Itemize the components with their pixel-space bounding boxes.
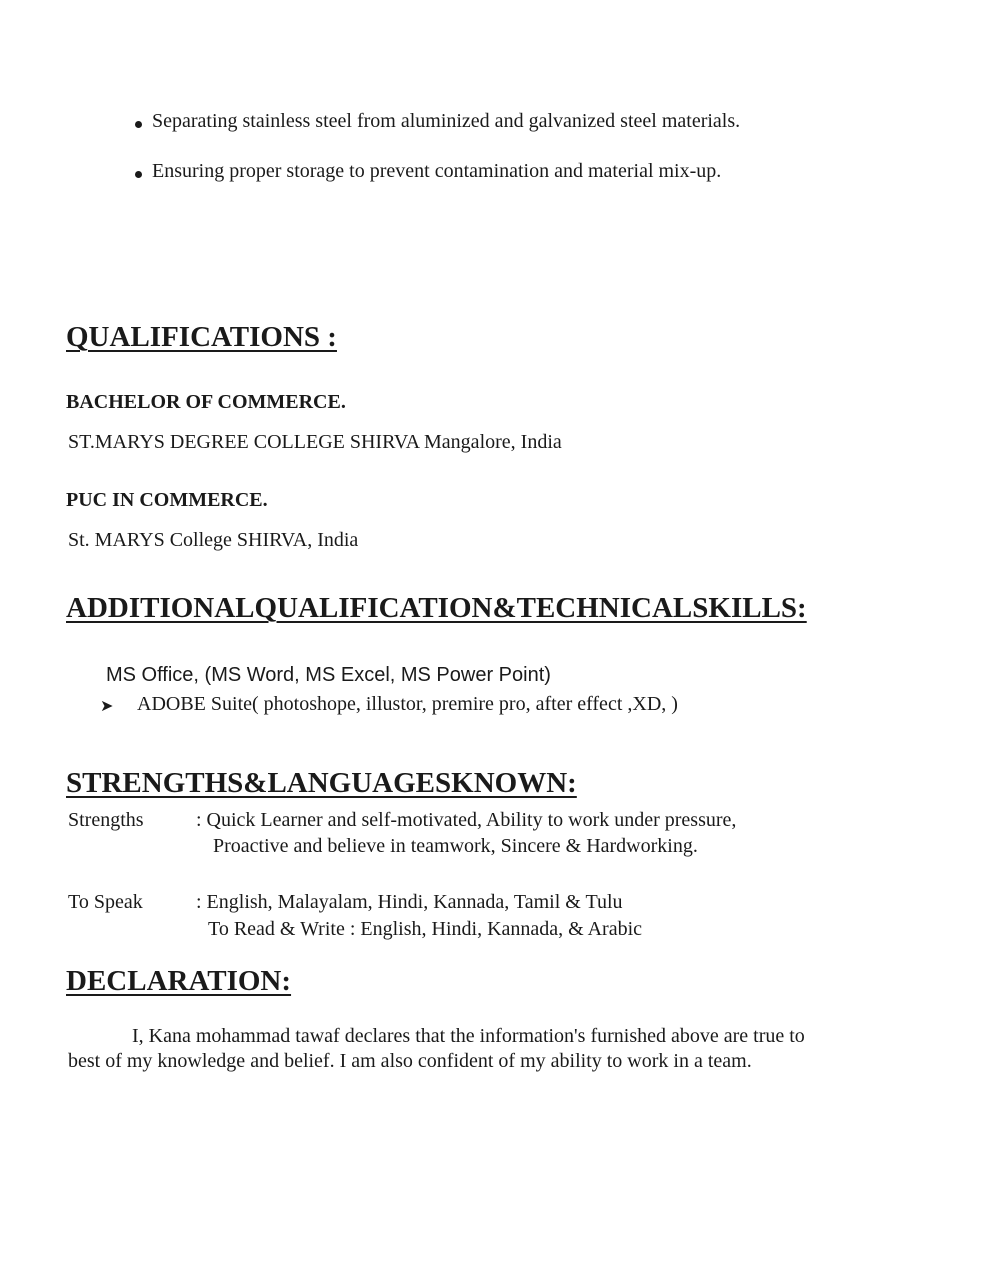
strengths-value-line2: Proactive and believe in teamwork, Sincere & Hardworking. <box>213 835 698 857</box>
intro-bullet-1: Separating stainless steel from aluminized and galvanized steel materials. <box>152 110 741 132</box>
qualification-degree-2: PUC IN COMMERCE. <box>66 489 268 511</box>
declaration-line1: I, Kana mohammad tawaf declares that the information's furnished above are true to <box>132 1025 805 1047</box>
strengths-label: Strengths <box>68 809 144 831</box>
bullet-icon <box>135 171 142 178</box>
arrow-bullet-icon: ➤ <box>100 696 114 715</box>
declaration-line2: best of my knowledge and belief. I am also confident of my ability to work in a team. <box>68 1050 752 1072</box>
strengths-heading: STRENGTHS&LANGUAGESKNOWN: <box>66 767 577 799</box>
declaration-heading: DECLARATION: <box>66 965 292 997</box>
speak-label: To Speak <box>68 891 143 913</box>
bullet-icon <box>135 121 142 128</box>
skill-item-adobe: ADOBE Suite( photoshope, illustor, premire pro, after effect ,XD, ) <box>137 693 678 715</box>
qualification-institution-1: ST.MARYS DEGREE COLLEGE SHIRVA Mangalore, India <box>68 431 562 453</box>
qualification-institution-2: St. MARYS College SHIRVA, India <box>68 529 359 551</box>
read-write-value: To Read & Write : English, Hindi, Kannada, & Arabic <box>208 918 643 940</box>
skill-item-ms-office: MS Office, (MS Word, MS Excel, MS Power Point) <box>106 664 551 686</box>
qualification-degree-1: BACHELOR OF COMMERCE. <box>66 391 346 413</box>
qualifications-heading: QUALIFICATIONS : <box>66 321 337 353</box>
strengths-value-line1: : Quick Learner and self-motivated, Ability to work under pressure, <box>196 809 737 831</box>
intro-bullet-2: Ensuring proper storage to prevent contamination and material mix-up. <box>152 160 722 182</box>
additional-heading: ADDITIONALQUALIFICATION&TECHNICALSKILLS: <box>66 592 807 624</box>
speak-value: : English, Malayalam, Hindi, Kannada, Tamil & Tulu <box>196 891 623 913</box>
